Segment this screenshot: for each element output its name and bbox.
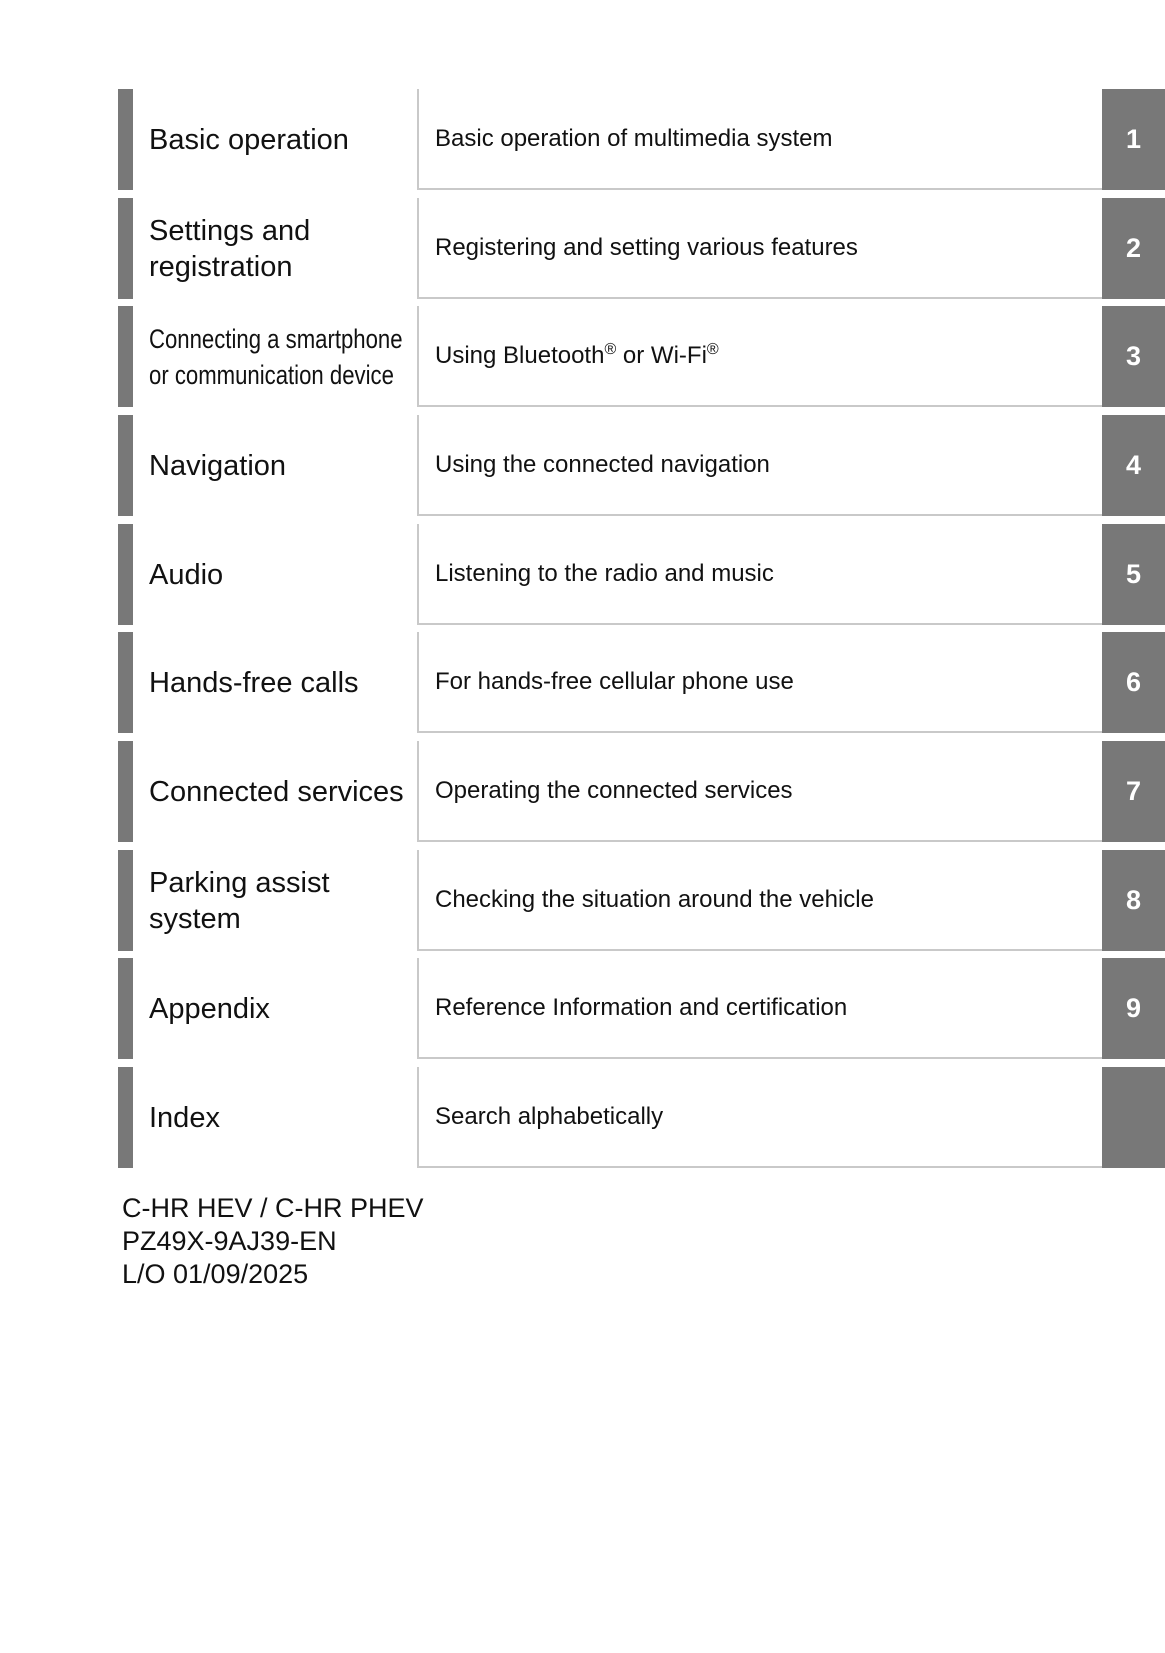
- chapter-tab-7[interactable]: 7: [1102, 741, 1165, 842]
- section-marker-bar: [118, 741, 133, 842]
- chapter-tab-6[interactable]: 6: [1102, 632, 1165, 733]
- section-description-box: [417, 1067, 1104, 1168]
- document-footer: [122, 1192, 424, 1291]
- section-title: Index: [149, 1101, 220, 1134]
- toc-row-hands-free[interactable]: [0, 632, 1165, 733]
- section-description-box: [417, 306, 1104, 407]
- toc-row-connecting[interactable]: [0, 306, 1165, 407]
- model-name: C-HR HEV / C-HR PHEV: [122, 1193, 424, 1223]
- section-description-box: [417, 632, 1104, 733]
- chapter-tab-5[interactable]: 5: [1102, 524, 1165, 625]
- section-title: Hands-free calls: [149, 666, 359, 699]
- section-marker-bar: [118, 198, 133, 299]
- section-description-box: [417, 524, 1104, 625]
- chapter-tab-1[interactable]: 1: [1102, 89, 1165, 190]
- section-description: For hands-free cellular phone use: [435, 667, 794, 695]
- chapter-tab-3[interactable]: 3: [1102, 306, 1165, 407]
- section-description: Search alphabetically: [435, 1102, 664, 1130]
- section-title: Navigation: [149, 449, 287, 482]
- toc-row-connected-services[interactable]: [0, 741, 1165, 842]
- section-description: Checking the situation around the vehicle: [435, 885, 874, 913]
- toc-row-index[interactable]: [0, 1067, 1165, 1168]
- section-description-box: [417, 415, 1104, 516]
- description-text: or Wi-Fi: [616, 341, 707, 369]
- section-description-box: [417, 850, 1104, 951]
- toc-row-settings[interactable]: [0, 198, 1165, 299]
- chapter-tab-2[interactable]: 2: [1102, 198, 1165, 299]
- chapter-tab-index[interactable]: [1102, 1067, 1165, 1168]
- section-description: [435, 342, 719, 370]
- section-description: Using the connected navigation: [435, 450, 770, 478]
- section-description: Operating the connected services: [435, 776, 793, 804]
- section-description: Reference Information and certification: [435, 993, 848, 1021]
- section-description-box: [417, 741, 1104, 842]
- section-marker-bar: [118, 89, 133, 190]
- toc-row-audio[interactable]: [0, 524, 1165, 625]
- description-text: Using Bluetooth: [435, 341, 605, 369]
- section-marker-bar: [118, 632, 133, 733]
- toc-row-appendix[interactable]: [0, 958, 1165, 1059]
- section-title: Connected services: [149, 775, 404, 808]
- layout-date: L/O 01/09/2025: [122, 1259, 309, 1289]
- registered-mark: ®: [706, 340, 719, 358]
- section-description: Basic operation of multimedia system: [435, 124, 833, 152]
- section-title: Connecting a smartphone or communication device: [149, 323, 403, 390]
- section-title: Basic operation: [149, 123, 349, 156]
- section-marker-bar: [118, 306, 133, 407]
- chapter-tab-4[interactable]: 4: [1102, 415, 1165, 516]
- chapter-tab-8[interactable]: 8: [1102, 850, 1165, 951]
- section-title: Audio: [149, 558, 224, 591]
- part-number: PZ49X-9AJ39-EN: [122, 1226, 337, 1256]
- toc-row-parking-assist[interactable]: [0, 850, 1165, 951]
- section-title: Appendix: [149, 992, 270, 1025]
- section-description: Listening to the radio and music: [435, 559, 774, 587]
- registered-mark: ®: [604, 340, 617, 358]
- section-marker-bar: [118, 850, 133, 951]
- toc-row-basic-operation[interactable]: [0, 89, 1165, 190]
- section-marker-bar: [118, 1067, 133, 1168]
- section-marker-bar: [118, 524, 133, 625]
- section-marker-bar: [118, 958, 133, 1059]
- section-description-box: [417, 198, 1104, 299]
- section-description-box: [417, 958, 1104, 1059]
- section-title: Parking assist system: [149, 866, 330, 935]
- toc-row-navigation[interactable]: [0, 415, 1165, 516]
- section-title: Settings and registration: [149, 214, 311, 283]
- section-description: Registering and setting various features: [435, 233, 858, 261]
- section-description-box: [417, 89, 1104, 190]
- section-marker-bar: [118, 415, 133, 516]
- chapter-tab-9[interactable]: 9: [1102, 958, 1165, 1059]
